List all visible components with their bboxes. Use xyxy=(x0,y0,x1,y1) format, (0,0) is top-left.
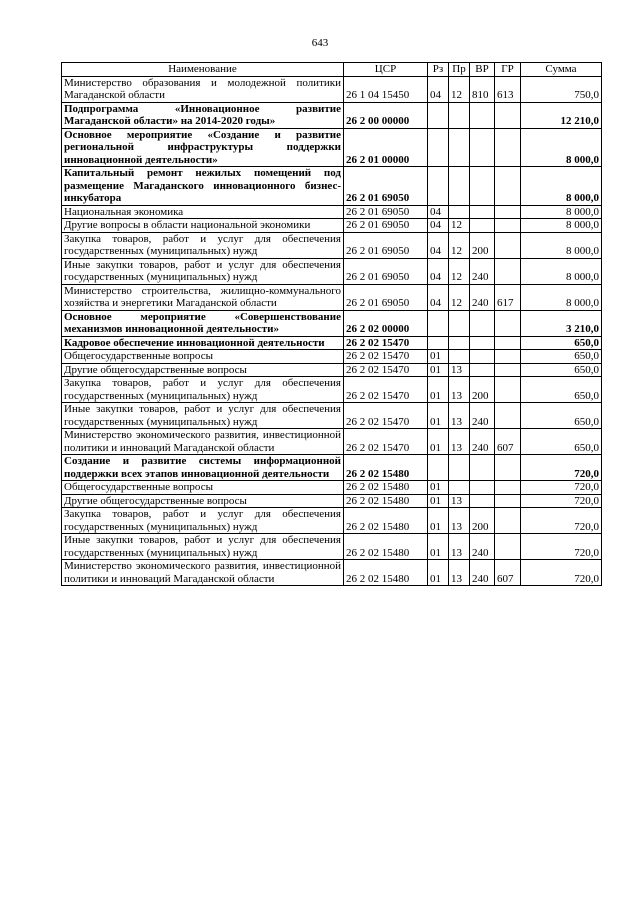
cell-pr: 12 xyxy=(449,76,470,102)
cell-vr xyxy=(470,363,495,377)
cell-sum: 720,0 xyxy=(521,534,602,560)
table-row xyxy=(62,350,602,364)
cell-csr: 26 2 02 15470 xyxy=(344,336,428,350)
cell-csr: 26 2 02 15470 xyxy=(344,377,428,403)
cell-csr: 26 2 02 15470 xyxy=(344,363,428,377)
cell-csr: 26 2 02 15470 xyxy=(344,429,428,455)
cell-rz: 01 xyxy=(428,377,449,403)
cell-name: Министерство образования и молодежной политики Магаданской области xyxy=(62,76,344,102)
table-row xyxy=(62,219,602,233)
cell-vr xyxy=(470,336,495,350)
cell-name: Национальная экономика xyxy=(62,205,344,219)
cell-pr xyxy=(449,205,470,219)
cell-csr: 26 2 01 69050 xyxy=(344,205,428,219)
table-row xyxy=(62,508,602,534)
table-row xyxy=(62,534,602,560)
cell-pr: 12 xyxy=(449,258,470,284)
cell-rz xyxy=(428,102,449,128)
table-row xyxy=(62,429,602,455)
cell-vr xyxy=(470,205,495,219)
cell-gr xyxy=(495,363,521,377)
cell-rz: 04 xyxy=(428,284,449,310)
cell-name: Министерство строительства, жилищно-коммунального хозяйства и энергетики Магаданской области xyxy=(62,284,344,310)
cell-vr: 240 xyxy=(470,258,495,284)
cell-pr: 13 xyxy=(449,508,470,534)
cell-csr: 26 2 02 15480 xyxy=(344,508,428,534)
cell-vr xyxy=(470,350,495,364)
cell-rz xyxy=(428,167,449,206)
cell-gr: 607 xyxy=(495,560,521,586)
cell-gr xyxy=(495,403,521,429)
cell-vr: 200 xyxy=(470,508,495,534)
cell-name: Закупка товаров, работ и услуг для обеспечения государственных (муниципальных) нужд xyxy=(62,232,344,258)
cell-sum: 650,0 xyxy=(521,429,602,455)
cell-rz xyxy=(428,336,449,350)
cell-pr: 13 xyxy=(449,377,470,403)
cell-name: Министерство экономического развития, инвестиционной политики и инноваций Магаданской области xyxy=(62,429,344,455)
cell-vr xyxy=(470,102,495,128)
cell-csr: 26 2 02 00000 xyxy=(344,310,428,336)
table-header-row xyxy=(62,63,602,77)
header-sum: Сумма xyxy=(521,63,602,77)
cell-gr xyxy=(495,350,521,364)
cell-sum: 650,0 xyxy=(521,363,602,377)
header-name: Наименование xyxy=(62,63,344,77)
table-row xyxy=(62,560,602,586)
cell-gr xyxy=(495,494,521,508)
cell-name: Другие общегосударственные вопросы xyxy=(62,363,344,377)
header-gr: ГР xyxy=(495,63,521,77)
cell-name: Общегосударственные вопросы xyxy=(62,481,344,495)
cell-name: Закупка товаров, работ и услуг для обеспечения государственных (муниципальных) нужд xyxy=(62,377,344,403)
cell-sum: 720,0 xyxy=(521,481,602,495)
cell-name: Капитальный ремонт нежилых помещений под размещение Магаданского инновационного бизнес-инкубатора xyxy=(62,167,344,206)
header-rz: Рз xyxy=(428,63,449,77)
cell-name: Закупка товаров, работ и услуг для обеспечения государственных (муниципальных) нужд xyxy=(62,508,344,534)
cell-csr: 26 2 01 69050 xyxy=(344,258,428,284)
cell-name: Другие общегосударственные вопросы xyxy=(62,494,344,508)
cell-vr xyxy=(470,310,495,336)
cell-csr: 26 2 01 69050 xyxy=(344,167,428,206)
cell-rz: 01 xyxy=(428,481,449,495)
cell-rz: 01 xyxy=(428,350,449,364)
cell-name: Иные закупки товаров, работ и услуг для обеспечения государственных (муниципальных) нужд xyxy=(62,534,344,560)
cell-name: Кадровое обеспечение инновационной деятельности xyxy=(62,336,344,350)
cell-name: Другие вопросы в области национальной экономики xyxy=(62,219,344,233)
cell-rz: 01 xyxy=(428,363,449,377)
cell-gr xyxy=(495,102,521,128)
cell-csr: 26 1 04 15450 xyxy=(344,76,428,102)
cell-csr: 26 2 02 15480 xyxy=(344,560,428,586)
cell-sum: 8 000,0 xyxy=(521,219,602,233)
cell-pr: 13 xyxy=(449,429,470,455)
cell-gr xyxy=(495,481,521,495)
cell-pr xyxy=(449,455,470,481)
cell-pr: 12 xyxy=(449,232,470,258)
cell-vr: 240 xyxy=(470,534,495,560)
cell-csr: 26 2 02 15480 xyxy=(344,481,428,495)
cell-name: Иные закупки товаров, работ и услуг для обеспечения государственных (муниципальных) нужд xyxy=(62,258,344,284)
cell-pr xyxy=(449,128,470,167)
cell-sum: 720,0 xyxy=(521,494,602,508)
cell-pr: 13 xyxy=(449,363,470,377)
cell-vr xyxy=(470,128,495,167)
cell-gr: 617 xyxy=(495,284,521,310)
cell-rz: 04 xyxy=(428,232,449,258)
cell-pr: 12 xyxy=(449,284,470,310)
cell-pr xyxy=(449,310,470,336)
cell-csr: 26 2 01 69050 xyxy=(344,232,428,258)
cell-vr: 240 xyxy=(470,284,495,310)
table-row xyxy=(62,494,602,508)
cell-gr xyxy=(495,219,521,233)
cell-gr xyxy=(495,258,521,284)
cell-gr xyxy=(495,508,521,534)
table-row xyxy=(62,455,602,481)
cell-gr: 613 xyxy=(495,76,521,102)
table-row xyxy=(62,205,602,219)
cell-name: Общегосударственные вопросы xyxy=(62,350,344,364)
cell-sum: 720,0 xyxy=(521,560,602,586)
cell-rz xyxy=(428,310,449,336)
cell-csr: 26 2 02 15470 xyxy=(344,350,428,364)
table-row xyxy=(62,310,602,336)
header-pr: Пр xyxy=(449,63,470,77)
cell-sum: 650,0 xyxy=(521,403,602,429)
cell-sum: 3 210,0 xyxy=(521,310,602,336)
cell-sum: 8 000,0 xyxy=(521,128,602,167)
cell-csr: 26 2 02 15480 xyxy=(344,534,428,560)
header-csr: ЦСР xyxy=(344,63,428,77)
header-vr: ВР xyxy=(470,63,495,77)
cell-pr: 13 xyxy=(449,534,470,560)
table-row xyxy=(62,167,602,206)
cell-csr: 26 2 02 15480 xyxy=(344,494,428,508)
cell-pr xyxy=(449,336,470,350)
cell-sum: 8 000,0 xyxy=(521,167,602,206)
table-row xyxy=(62,232,602,258)
cell-pr: 13 xyxy=(449,560,470,586)
cell-rz: 04 xyxy=(428,205,449,219)
cell-sum: 12 210,0 xyxy=(521,102,602,128)
cell-csr: 26 2 01 69050 xyxy=(344,219,428,233)
cell-pr: 13 xyxy=(449,494,470,508)
cell-pr xyxy=(449,102,470,128)
table-row xyxy=(62,128,602,167)
cell-gr xyxy=(495,232,521,258)
cell-vr: 240 xyxy=(470,403,495,429)
cell-gr: 607 xyxy=(495,429,521,455)
table-row xyxy=(62,481,602,495)
cell-name: Создание и развитие системы информационной поддержки всех этапов инновационной деятельности xyxy=(62,455,344,481)
cell-rz: 01 xyxy=(428,429,449,455)
table-body xyxy=(62,76,602,586)
cell-sum: 8 000,0 xyxy=(521,284,602,310)
cell-vr: 200 xyxy=(470,377,495,403)
cell-vr xyxy=(470,481,495,495)
cell-sum: 650,0 xyxy=(521,336,602,350)
budget-table xyxy=(61,62,602,586)
cell-name: Основное мероприятие «Совершенствование механизмов инновационной деятельности» xyxy=(62,310,344,336)
cell-pr xyxy=(449,481,470,495)
cell-vr: 240 xyxy=(470,560,495,586)
cell-vr: 810 xyxy=(470,76,495,102)
table-row xyxy=(62,403,602,429)
cell-gr xyxy=(495,205,521,219)
table-row xyxy=(62,377,602,403)
cell-sum: 650,0 xyxy=(521,350,602,364)
cell-pr xyxy=(449,350,470,364)
cell-vr xyxy=(470,219,495,233)
cell-name: Подпрограмма «Инновационное развитие Магаданской области» на 2014-2020 годы» xyxy=(62,102,344,128)
cell-name: Иные закупки товаров, работ и услуг для обеспечения государственных (муниципальных) нужд xyxy=(62,403,344,429)
cell-sum: 650,0 xyxy=(521,377,602,403)
cell-gr xyxy=(495,128,521,167)
cell-vr xyxy=(470,167,495,206)
cell-sum: 720,0 xyxy=(521,508,602,534)
cell-sum: 720,0 xyxy=(521,455,602,481)
cell-csr: 26 2 01 69050 xyxy=(344,284,428,310)
cell-gr xyxy=(495,167,521,206)
cell-gr xyxy=(495,377,521,403)
cell-sum: 8 000,0 xyxy=(521,232,602,258)
cell-rz: 01 xyxy=(428,560,449,586)
table-row xyxy=(62,102,602,128)
cell-rz: 04 xyxy=(428,258,449,284)
cell-vr: 240 xyxy=(470,429,495,455)
cell-rz: 04 xyxy=(428,219,449,233)
cell-rz: 01 xyxy=(428,534,449,560)
cell-rz: 01 xyxy=(428,403,449,429)
cell-gr xyxy=(495,455,521,481)
cell-csr: 26 2 02 15480 xyxy=(344,455,428,481)
page-number: 643 xyxy=(311,37,329,49)
cell-pr xyxy=(449,167,470,206)
table-row xyxy=(62,258,602,284)
cell-rz xyxy=(428,455,449,481)
cell-pr: 13 xyxy=(449,403,470,429)
cell-sum: 8 000,0 xyxy=(521,205,602,219)
table-row xyxy=(62,284,602,310)
cell-sum: 750,0 xyxy=(521,76,602,102)
cell-name: Министерство экономического развития, инвестиционной политики и инноваций Магаданской области xyxy=(62,560,344,586)
cell-csr: 26 2 00 00000 xyxy=(344,102,428,128)
cell-csr: 26 2 02 15470 xyxy=(344,403,428,429)
cell-pr: 12 xyxy=(449,219,470,233)
cell-name: Основное мероприятие «Создание и развитие региональной инфраструктуры поддержки инновационной деятельности» xyxy=(62,128,344,167)
cell-gr xyxy=(495,310,521,336)
cell-rz: 04 xyxy=(428,76,449,102)
table-row xyxy=(62,363,602,377)
cell-rz: 01 xyxy=(428,508,449,534)
cell-gr xyxy=(495,534,521,560)
cell-sum: 8 000,0 xyxy=(521,258,602,284)
cell-vr: 200 xyxy=(470,232,495,258)
cell-rz xyxy=(428,128,449,167)
cell-rz: 01 xyxy=(428,494,449,508)
cell-csr: 26 2 01 00000 xyxy=(344,128,428,167)
cell-gr xyxy=(495,336,521,350)
table-row xyxy=(62,336,602,350)
table-row xyxy=(62,76,602,102)
cell-vr xyxy=(470,494,495,508)
cell-vr xyxy=(470,455,495,481)
